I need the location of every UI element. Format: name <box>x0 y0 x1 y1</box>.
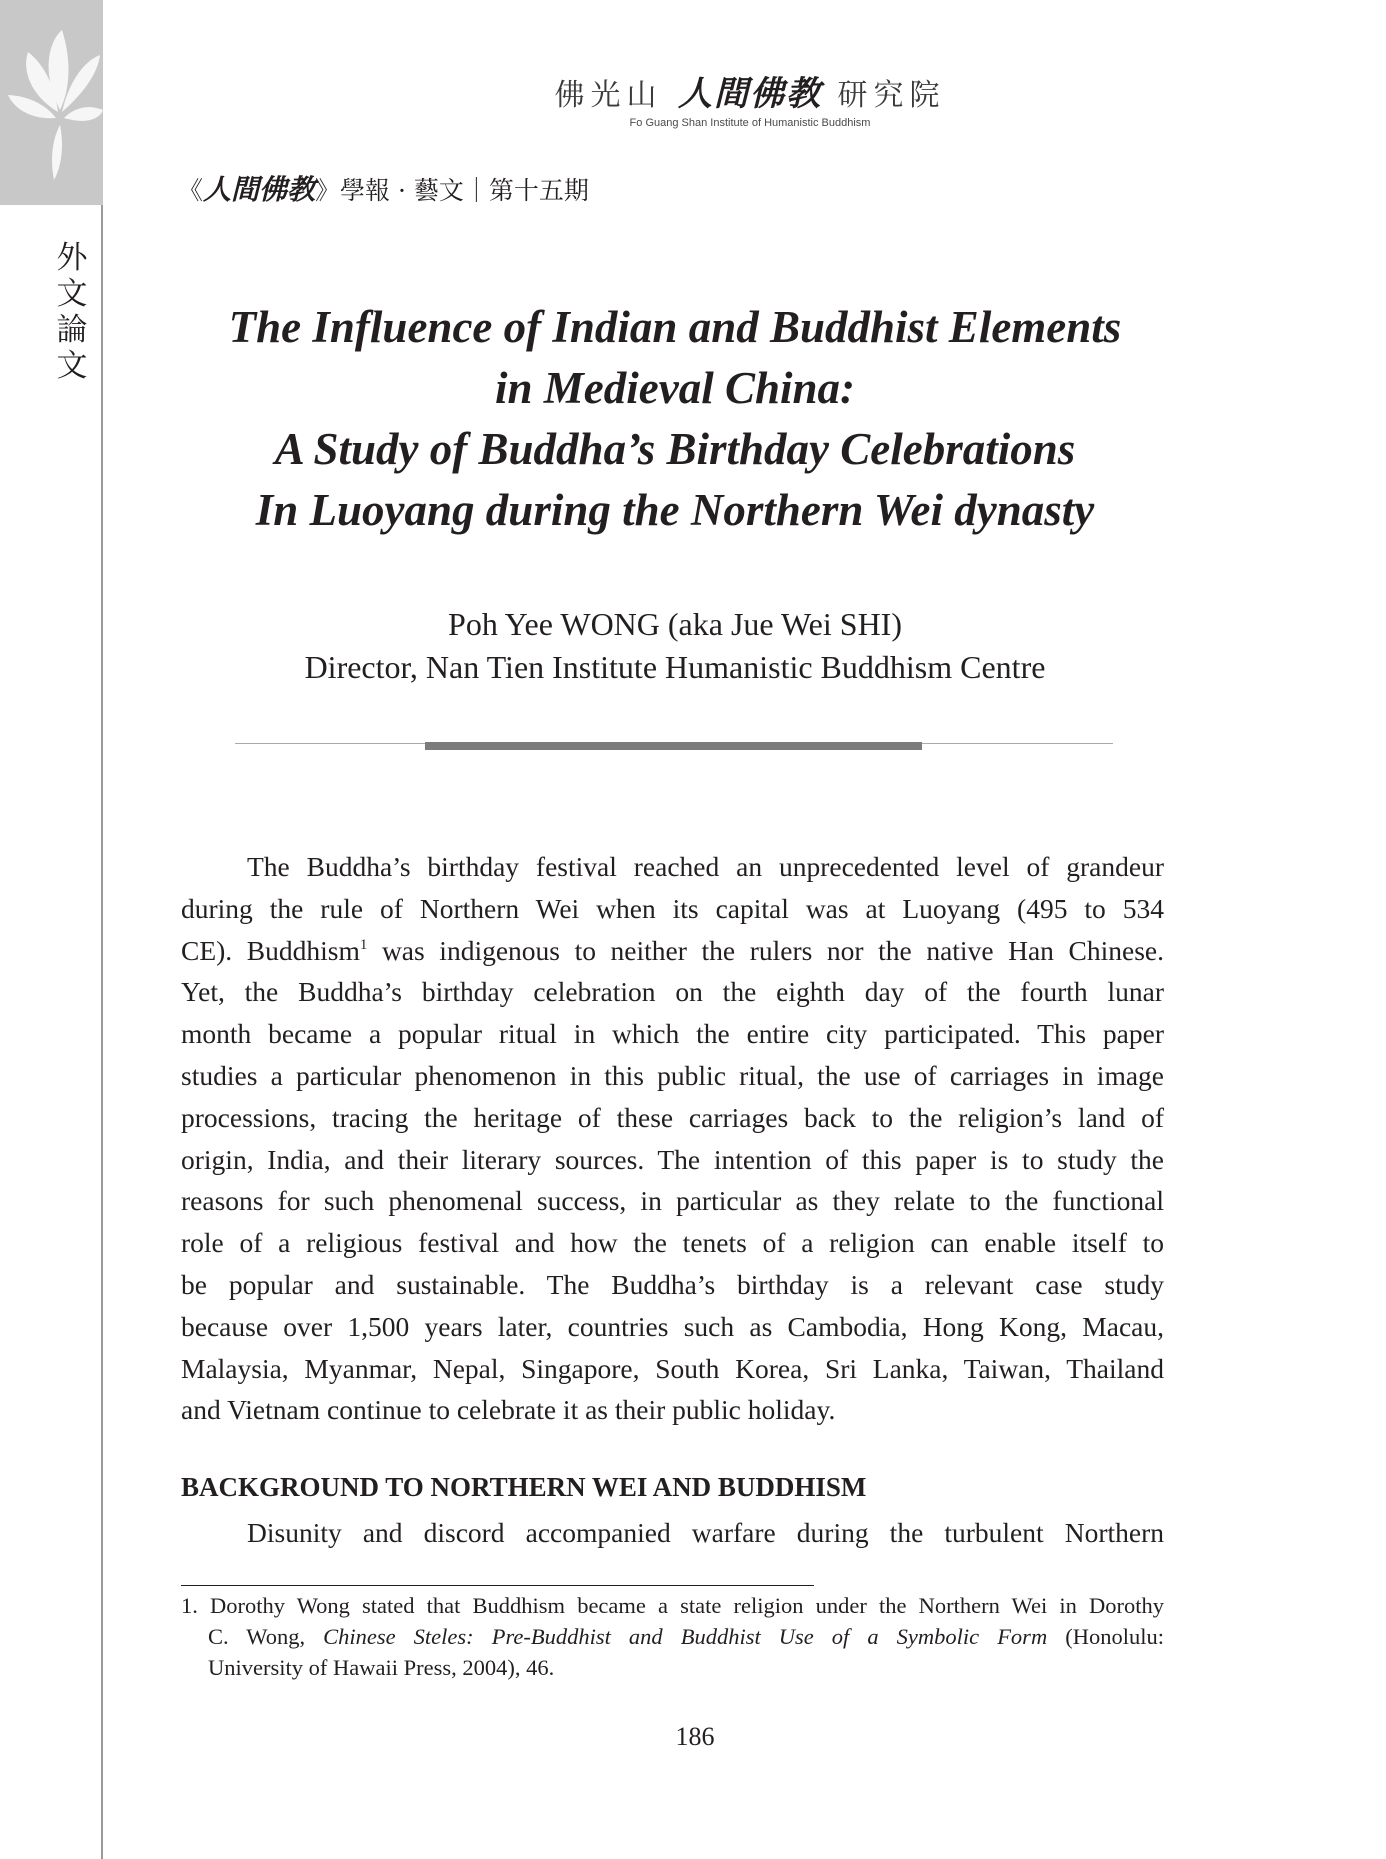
paragraph-line: Disunity and discord accompanied warfare during the turbulent Northern <box>247 1517 1164 1548</box>
paragraph-line: during the rule of Northern Wei when its capital was at Luoyang (495 to 534 <box>181 892 1164 924</box>
journal-running-header <box>178 168 589 208</box>
title-line: In Luoyang during the Northern Wei dynasty <box>255 485 1095 535</box>
footnote-line: University of Hawaii Press, 2004), 46. <box>208 1655 555 1680</box>
section-side-label <box>54 240 90 384</box>
paragraph-line: Malaysia, Myanmar, Nepal, Singapore, South Korea, Sri Lanka, Taiwan, Thailand <box>181 1352 1164 1384</box>
footnote-fragment: C. Wong, <box>208 1624 324 1649</box>
footnote-ref[interactable]: 1 <box>359 936 368 953</box>
journal-issue: 學報 · 藝文｜第十五期 <box>340 176 589 205</box>
body-paragraph <box>181 1512 1164 1554</box>
paragraph-line: month became a popular ritual in which the entire city participated. This paper <box>181 1018 1164 1050</box>
cited-book-title: Chinese Steles: Pre-Buddhist and Buddhist Use of a Symbolic Form <box>323 1624 1048 1649</box>
footnote <box>181 1590 1164 1683</box>
institute-cn-suffix: 研究院 <box>837 78 946 113</box>
article-title <box>130 297 1220 541</box>
title-line: The Influence of Indian and Buddhist Elements <box>228 302 1122 352</box>
title-line: in Medieval China: <box>494 363 856 413</box>
author-affiliation: Director, Nan Tien Institute Humanistic Buddhism Centre <box>304 649 1046 685</box>
divider-thick <box>425 742 922 750</box>
author-block <box>130 603 1220 689</box>
journal-bracket-close: 》 <box>315 176 341 205</box>
paragraph-line <box>181 930 1164 972</box>
lotus-flower-icon <box>0 0 103 205</box>
title-line: A Study of Buddha’s Birthday Celebrations <box>274 424 1076 474</box>
line-fragment: was indigenous to neither the rulers nor the native Han Chinese. <box>381 934 1165 966</box>
abstract-paragraph <box>181 846 1164 1431</box>
side-label-char: 文 <box>56 276 88 312</box>
paragraph-line: role of a religious festival and how the tenets of a religion can enable itself to <box>181 1227 1164 1259</box>
paragraph-line: be popular and sustainable. The Buddha’s birthday is a relevant case study <box>181 1268 1164 1300</box>
page-number: 186 <box>675 1722 715 1751</box>
institute-cn-prefix: 佛光山 <box>554 78 663 113</box>
footnote-fragment: (Honolulu: <box>1047 1624 1164 1649</box>
paragraph-line: processions, tracing the heritage of these carriages back to the religion’s land of <box>181 1101 1164 1133</box>
paragraph-line: because over 1,500 years later, countries such as Cambodia, Hong Kong, Macau, <box>181 1310 1164 1342</box>
paragraph-line: The Buddha’s birthday festival reached an unprecedented level of grandeur <box>247 851 1164 882</box>
institute-header <box>400 66 1100 129</box>
journal-bracket-open: 《 <box>178 176 204 205</box>
journal-logo: 人間佛教 <box>203 173 316 206</box>
page-spine-line <box>101 205 103 1859</box>
line-fragment: CE). Buddhism <box>181 934 360 966</box>
footnote-line: 1. Dorothy Wong stated that Buddhism became a state religion under the Northern Wei in Dorothy <box>181 1593 1164 1618</box>
paragraph-line: Yet, the Buddha’s birthday celebration on the eighth day of the fourth lunar <box>181 976 1164 1008</box>
footnote-separator <box>181 1585 814 1586</box>
institute-name-en: Fo Guang Shan Institute of Humanistic Buddhism <box>629 117 871 129</box>
side-label-char: 文 <box>56 348 88 384</box>
institute-name-cn <box>400 66 1100 115</box>
section-heading: BACKGROUND TO NORTHERN WEI AND BUDDHISM <box>181 1472 867 1502</box>
footnote-line <box>181 1621 1164 1652</box>
institute-cn-logo: 人間佛教 <box>678 74 822 114</box>
paragraph-line: reasons for such phenomenal success, in particular as they relate to the functional <box>181 1185 1164 1217</box>
corner-decoration <box>0 0 103 205</box>
paragraph-line: studies a particular phenomenon in this public ritual, the use of carriages in image <box>181 1059 1164 1091</box>
author-name: Poh Yee WONG (aka Jue Wei SHI) <box>448 606 902 642</box>
side-label-char: 外 <box>56 240 88 276</box>
paragraph-line: and Vietnam continue to celebrate it as their public holiday. <box>181 1394 836 1426</box>
paragraph-line: origin, India, and their literary sources. The intention of this paper is to study the <box>181 1143 1164 1175</box>
side-label-char: 論 <box>56 312 88 348</box>
